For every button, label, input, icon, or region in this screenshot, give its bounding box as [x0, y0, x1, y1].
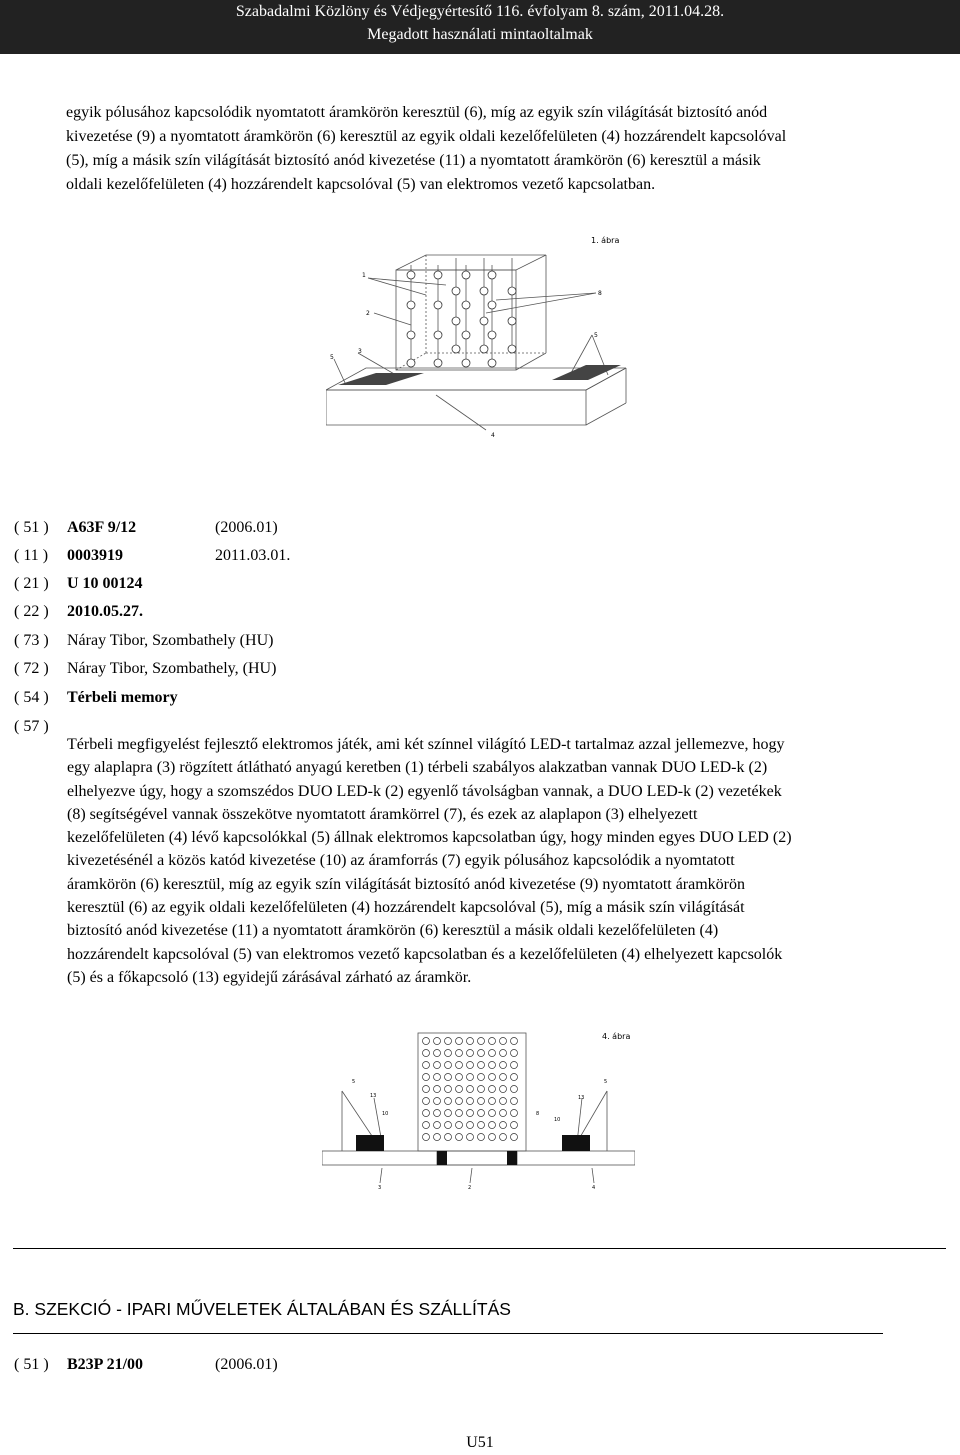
ipc-version: (2006.01) — [215, 519, 278, 536]
svg-text:10: 10 — [382, 1111, 389, 1117]
ipc-class: A63F 9/12 — [67, 519, 137, 536]
svg-text:5: 5 — [594, 332, 598, 339]
ipc-class: B23P 21/00 — [67, 1356, 144, 1373]
base-segments — [437, 1151, 517, 1165]
utility-model-title: Térbeli memory — [67, 689, 178, 706]
switch-block-left — [356, 1135, 384, 1151]
text-line: egy alaplapra (3) rögzített átlátható anyagú keretben (1) térbeli szabályos alakzatban vannak DUO LED-k (2) — [67, 759, 768, 777]
svg-text:8: 8 — [598, 290, 602, 297]
ipc-version: (2006.01) — [215, 1356, 278, 1373]
svg-text:8: 8 — [536, 1111, 540, 1117]
text-line: (8) segítségével vannak összekötve nyomtatott áramkörrel (7), és ezek az alaplapon (3) elhelyezett — [67, 805, 698, 823]
application-number: U 10 00124 — [67, 575, 143, 592]
intro-paragraph — [66, 101, 886, 197]
section-heading: B. SZEKCIÓ - IPARI MŰVELETEK ÁLTALÁBAN ÉS SZÁLLÍTÁS — [13, 1299, 511, 1319]
svg-text:5: 5 — [352, 1079, 356, 1085]
text-line: keresztül (6) az egyik oldali kezelőfelületen (4) hozzárendelt kapcsolóval (5), míg a másik szín világítását — [67, 899, 745, 917]
text-line: biztosító anód kivezetése (11) a nyomtatott áramkörön (6) keresztül a másik oldali kezelőfelületen (4) — [67, 922, 719, 940]
text-line: kezelőfelületen (4) lévő kapcsolókkal (5) állnak elektromos kapcsolatban úgy, hogy minden egyes DUO LED (2) — [67, 829, 792, 847]
registration-date: 2011.03.01. — [215, 547, 291, 564]
record-separator — [13, 1248, 946, 1249]
text-line: Térbeli megfigyelést fejlesztő elektromos játék, ami két színnel világító LED-t tartalmaz azzal jellemezve, hogy — [67, 736, 785, 753]
svg-text:4: 4 — [491, 432, 495, 439]
text-line: oldali kezelőfelületen (4) hozzárendelt kapcsolóval (5) van elektromos vezető kapcsolatban. — [66, 176, 656, 193]
svg-text:3: 3 — [358, 348, 362, 355]
text-line: hozzárendelt kapcsolóval (5) van elektromos vezető kapcsolatban és a kezelőfelületen (4) elhelyezett kapcsolók — [67, 945, 783, 963]
figure-4-drawing — [322, 1023, 635, 1193]
text-line: kivezetésénél a közös katód kivezetése (10) az áramforrás (7) egyik pólusához kapcsolódik a nyomtatott — [67, 852, 735, 870]
section-title-underline — [13, 1333, 883, 1334]
text-line: elhelyezve úgy, hogy a szomszédos DUO LED-k (2) egyenlő távolságban vannak, a DUO LED-k (2) vezetékek — [67, 782, 782, 800]
page-header — [0, 0, 960, 54]
owner: Náray Tibor, Szombathely (HU) — [67, 632, 274, 649]
svg-text:1: 1 — [362, 272, 366, 279]
svg-text:13: 13 — [578, 1095, 585, 1101]
section-subtitle: Megadott használati mintaoltalmak — [367, 26, 593, 43]
switch-block-right — [562, 1135, 590, 1151]
filing-date: 2010.05.27. — [67, 603, 143, 620]
text-line: áramkörön (6) keresztül, míg az egyik szín világítását biztosító anód kivezetése (9) nyomtatott áramkörön — [67, 875, 746, 893]
journal-title: Szabadalmi Közlöny és Védjegyértesítő 116. évfolyam 8. szám, 2011.04.28. — [235, 3, 725, 20]
led-grid — [423, 1038, 518, 1141]
text-line: (5), míg a másik szín világítását biztosító anód kivezetése (11) a nyomtatott áramkörön (6) keresztül a másik — [66, 152, 761, 169]
svg-text:13: 13 — [370, 1093, 377, 1099]
text-line: kivezetése (9) a nyomtatott áramkörön (6) keresztül az egyik oldali kezelőfelületen (4) hozzárendelt kapcsolóval — [66, 128, 787, 145]
text-line: egyik pólusához kapcsolódik nyomtatott áramkörön keresztül (6), míg az egyik szín világítását biztosító anód — [66, 104, 768, 121]
svg-text:5: 5 — [330, 354, 334, 361]
figure-1-caption: 1. ábra — [591, 236, 620, 245]
svg-text:5: 5 — [604, 1079, 608, 1085]
figure-1-drawing — [326, 225, 628, 440]
svg-text:4: 4 — [592, 1185, 596, 1191]
svg-text:3: 3 — [378, 1185, 382, 1191]
svg-text:2: 2 — [366, 310, 370, 317]
svg-text:10: 10 — [554, 1117, 561, 1123]
svg-text:2: 2 — [468, 1185, 472, 1191]
cube-frame — [326, 255, 626, 430]
figure-4-caption: 4. ábra — [602, 1032, 631, 1041]
abstract-text — [67, 733, 897, 989]
page-number: U51 — [466, 1434, 494, 1451]
inventor: Náray Tibor, Szombathely, (HU) — [67, 660, 277, 677]
registration-number: 0003919 — [67, 547, 123, 564]
text-line: (5) és a főkapcsoló (13) egyidejű zárásával zárható az áramkör. — [67, 968, 472, 986]
